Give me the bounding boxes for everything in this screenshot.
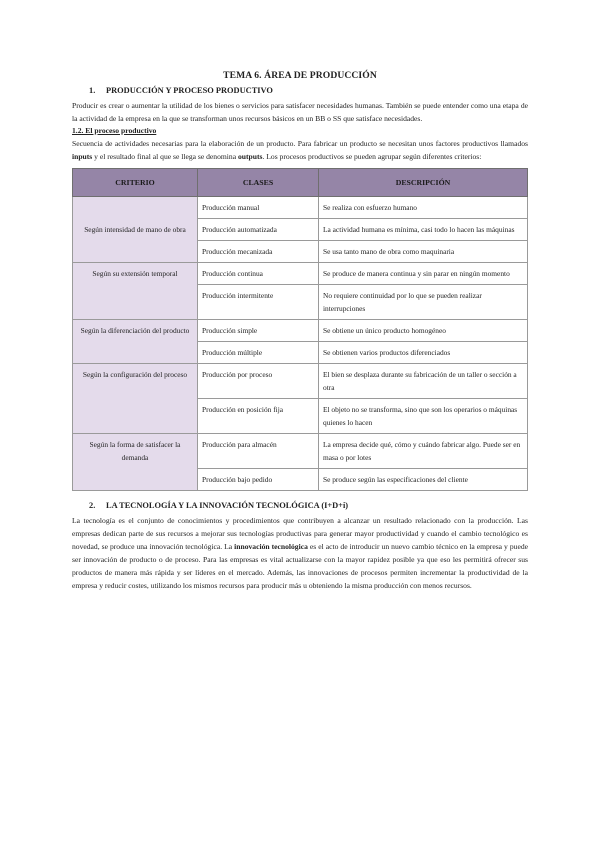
description-cell: Se realiza con esfuerzo humano	[319, 197, 528, 219]
class-cell: Producción manual	[198, 197, 319, 219]
class-cell: Producción por proceso	[198, 364, 319, 399]
section-1-number: 1.	[89, 86, 96, 95]
table-row	[73, 364, 528, 399]
class-cell: Producción simple	[198, 320, 319, 342]
description-cell: No requiere continuidad por lo que se pueden realizar interrupciones	[319, 285, 528, 320]
criterion-cell: Según su extensión temporal	[73, 263, 198, 320]
header-clases: CLASES	[198, 169, 319, 197]
process-text-c: . Los procesos productivos se pueden agrupar según diferentes criterios:	[262, 152, 482, 161]
header-criterio: CRITERIO	[73, 169, 198, 197]
criterion-cell: Según la configuración del proceso	[73, 364, 198, 434]
class-cell: Producción intermitente	[198, 285, 319, 320]
criterion-cell: Según la diferenciación del producto	[73, 320, 198, 364]
section-2-heading	[72, 501, 528, 510]
technology-text-a: La tecnología es el conjunto de conocimientos y procedimientos que contribuyen a alcanzar un resultado relacionado con la producción. Las empresas dedican parte de sus recursos a mejorar sus tecnologías productivas para generar mayor productividad y cuando el cambio tecnológico es novedad, se produce una innovación tecnológica. La	[72, 516, 528, 551]
section-2-title: LA TECNOLOGÍA Y LA INNOVACIÓN TECNOLÓGICA (I+D+i)	[106, 501, 349, 510]
section-2-number: 2.	[89, 501, 96, 510]
technology-paragraph	[72, 514, 528, 592]
class-cell: Producción bajo pedido	[198, 469, 319, 491]
page-title: TEMA 6. ÁREA DE PRODUCCIÓN	[223, 70, 377, 81]
document-page	[72, 70, 528, 592]
table-header-row	[73, 169, 528, 197]
innovation-term: innovación tecnológica	[234, 542, 308, 551]
class-cell: Producción automatizada	[198, 219, 319, 241]
class-cell: Producción continua	[198, 263, 319, 285]
header-descripcion: DESCRIPCIÓN	[319, 169, 528, 197]
section-1-heading	[72, 86, 528, 95]
inputs-term: inputs	[72, 152, 93, 161]
process-paragraph	[72, 137, 528, 163]
table-row	[73, 434, 528, 469]
section-1-intro: Producir es crear o aumentar la utilidad de los bienes o servicios para satisfacer necesidades humanas. También se puede entender como una etapa de la actividad de la empresa en la que se transforman unos recursos básicos en un BB o SS que satisface necesidades.	[72, 101, 528, 123]
table-row	[73, 320, 528, 342]
description-cell: Se produce de manera continua y sin parar en ningún momento	[319, 263, 528, 285]
class-cell: Producción múltiple	[198, 342, 319, 364]
table-row	[73, 197, 528, 219]
outputs-term: outputs	[237, 152, 263, 161]
class-cell: Producción para almacén	[198, 434, 319, 469]
technology-text-b: es el acto de introducir un nuevo cambio técnico en la empresa y puede ser innovación de producto o de proceso. Para las empresas es vital actualizarse con la mayor rapidez posible ya que eso les permitirá ofrecer sus productos de manera más rápida y ser líderes en el mercado. Además, las innovaciones de procesos permiten incrementar la productividad de la empresa y reducir costes, utilizando los mismos recursos para producir más u obteniendo la misma producción con menos recursos.	[72, 542, 528, 590]
description-cell: Se obtiene un único producto homogéneo	[319, 320, 528, 342]
class-cell: Producción mecanizada	[198, 241, 319, 263]
description-cell: El objeto no se transforma, sino que son los operarios o máquinas quienes lo hacen	[319, 399, 528, 434]
table-row	[73, 263, 528, 285]
process-text-b: y el resultado final al que se llega se denomina	[92, 152, 238, 161]
subsection-heading: 1.2. El proceso productivo	[72, 126, 157, 135]
description-cell: Se obtienen varios productos diferenciados	[319, 342, 528, 364]
criterion-cell: Según la forma de satisfacer la demanda	[73, 434, 198, 491]
process-text-a: Secuencia de actividades necesarias para la elaboración de un producto. Para fabricar un producto se necesitan unos factores productivos llamados	[72, 139, 528, 148]
description-cell: La actividad humana es mínima, casi todo lo hacen las máquinas	[319, 219, 528, 241]
production-criteria-table	[72, 168, 528, 491]
criterion-cell: Según intensidad de mano de obra	[73, 197, 198, 263]
section-1-title: PRODUCCIÓN Y PROCESO PRODUCTIVO	[106, 86, 273, 95]
description-cell: La empresa decide qué, cómo y cuándo fabricar algo. Puede ser en masa o por lotes	[319, 434, 528, 469]
description-cell: El bien se desplaza durante su fabricación de un taller o sección a otra	[319, 364, 528, 399]
description-cell: Se produce según las especificaciones del cliente	[319, 469, 528, 491]
description-cell: Se usa tanto mano de obra como maquinaria	[319, 241, 528, 263]
class-cell: Producción en posición fija	[198, 399, 319, 434]
